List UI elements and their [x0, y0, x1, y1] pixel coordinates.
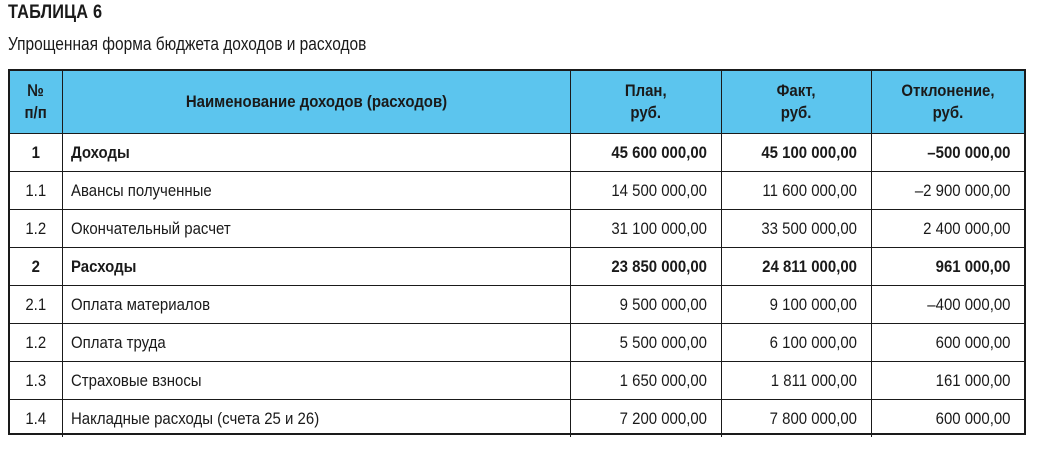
row-fact-value-cell: [721, 286, 871, 324]
row-name: Оплата труда: [70, 332, 166, 352]
table-row: [10, 362, 1024, 400]
table-title: ТАБЛИЦА 6: [8, 2, 103, 23]
row-number-cell: [10, 362, 62, 400]
row-name: Страховые взносы: [70, 370, 202, 390]
row-plan-value: 45 600 000,00: [610, 142, 707, 162]
table-subtitle: Упрощенная форма бюджета доходов и расходов: [8, 34, 367, 54]
row-fact-value: 33 500 000,00: [760, 218, 857, 238]
row-plan-value: 7 200 000,00: [619, 408, 707, 428]
row-plan-value-cell: [570, 362, 721, 400]
row-number: 1.1: [25, 180, 47, 200]
row-deviation-value: –400 000,00: [926, 294, 1010, 314]
row-plan-value: 23 850 000,00: [610, 256, 707, 276]
row-fact-value-cell: [721, 248, 871, 286]
row-plan-value: 1 650 000,00: [619, 370, 707, 390]
row-name-cell: [62, 134, 570, 172]
row-plan-value-cell: [570, 286, 721, 324]
row-fact-value: 45 100 000,00: [760, 142, 857, 162]
row-name-cell: [62, 210, 570, 248]
row-plan-value-cell: [570, 210, 721, 248]
row-fact-value: 11 600 000,00: [761, 180, 857, 200]
row-number-cell: [10, 134, 62, 172]
table-row: [10, 210, 1024, 248]
row-plan-value: 9 500 000,00: [619, 294, 707, 314]
header-plan-label: План, руб.: [624, 81, 667, 122]
table-row: [10, 134, 1024, 172]
row-fact-value-cell: [721, 172, 871, 210]
row-deviation-value: –2 900 000,00: [914, 180, 1010, 200]
row-number: 1.2: [25, 332, 47, 352]
row-deviation-value: 161 000,00: [935, 370, 1010, 390]
row-deviation-value-cell: [871, 172, 1024, 210]
row-fact-value-cell: [721, 400, 871, 438]
row-number-cell: [10, 324, 62, 362]
row-fact-value: 1 811 000,00: [770, 370, 857, 390]
header-num-label: № п/п: [24, 81, 47, 122]
row-plan-value-cell: [570, 324, 721, 362]
row-name: Накладные расходы (счета 25 и 26): [70, 408, 319, 428]
row-number-cell: [10, 172, 62, 210]
header-deviation-label: Отклонение, руб.: [901, 81, 995, 122]
row-name-cell: [62, 400, 570, 438]
header-plan: [570, 71, 721, 134]
table-header-row: [10, 71, 1024, 134]
row-deviation-value: –500 000,00: [926, 142, 1010, 162]
row-deviation-value-cell: [871, 210, 1024, 248]
budget-table: [10, 71, 1024, 437]
row-deviation-value: 600 000,00: [935, 408, 1010, 428]
row-number: 1.4: [25, 408, 47, 428]
header-name: [62, 71, 570, 134]
row-name-cell: [62, 248, 570, 286]
row-deviation-value-cell: [871, 400, 1024, 438]
row-fact-value-cell: [721, 134, 871, 172]
row-number: 1: [31, 142, 40, 162]
header-num: [10, 71, 62, 134]
row-plan-value-cell: [570, 172, 721, 210]
row-plan-value: 14 500 000,00: [610, 180, 707, 200]
header-deviation: [871, 71, 1024, 134]
row-fact-value-cell: [721, 362, 871, 400]
row-number: 1.3: [25, 370, 47, 390]
row-number: 1.2: [25, 218, 47, 238]
row-deviation-value-cell: [871, 134, 1024, 172]
row-number-cell: [10, 248, 62, 286]
row-fact-value: 7 800 000,00: [769, 408, 857, 428]
row-fact-value: 6 100 000,00: [769, 332, 857, 352]
budget-table-frame: [8, 69, 1026, 435]
row-number: 2: [31, 256, 40, 276]
table-row: [10, 286, 1024, 324]
row-name: Авансы полученные: [70, 180, 212, 200]
table-row: [10, 248, 1024, 286]
row-name-cell: [62, 362, 570, 400]
row-plan-value-cell: [570, 134, 721, 172]
row-number-cell: [10, 286, 62, 324]
header-fact: [721, 71, 871, 134]
row-number-cell: [10, 400, 62, 438]
row-deviation-value-cell: [871, 286, 1024, 324]
row-name: Расходы: [70, 256, 136, 276]
row-deviation-value: 600 000,00: [935, 332, 1010, 352]
header-name-label: Наименование доходов (расходов): [185, 92, 447, 111]
row-fact-value-cell: [721, 210, 871, 248]
row-fact-value: 24 811 000,00: [761, 256, 857, 276]
row-name: Окончательный расчет: [70, 218, 231, 238]
row-plan-value-cell: [570, 400, 721, 438]
row-deviation-value-cell: [871, 362, 1024, 400]
row-fact-value: 9 100 000,00: [769, 294, 857, 314]
row-plan-value: 31 100 000,00: [610, 218, 707, 238]
row-number-cell: [10, 210, 62, 248]
row-name-cell: [62, 172, 570, 210]
row-deviation-value: 2 400 000,00: [922, 218, 1010, 238]
row-name-cell: [62, 324, 570, 362]
table-row: [10, 400, 1024, 438]
row-deviation-value-cell: [871, 248, 1024, 286]
row-number: 2.1: [25, 294, 47, 314]
table-row: [10, 324, 1024, 362]
table-row: [10, 172, 1024, 210]
row-deviation-value: 961 000,00: [935, 256, 1010, 276]
row-name: Оплата материалов: [70, 294, 210, 314]
row-fact-value-cell: [721, 324, 871, 362]
row-plan-value-cell: [570, 248, 721, 286]
row-name: Доходы: [70, 142, 130, 162]
row-plan-value: 5 500 000,00: [619, 332, 707, 352]
header-fact-label: Факт, руб.: [776, 81, 816, 122]
row-name-cell: [62, 286, 570, 324]
row-deviation-value-cell: [871, 324, 1024, 362]
